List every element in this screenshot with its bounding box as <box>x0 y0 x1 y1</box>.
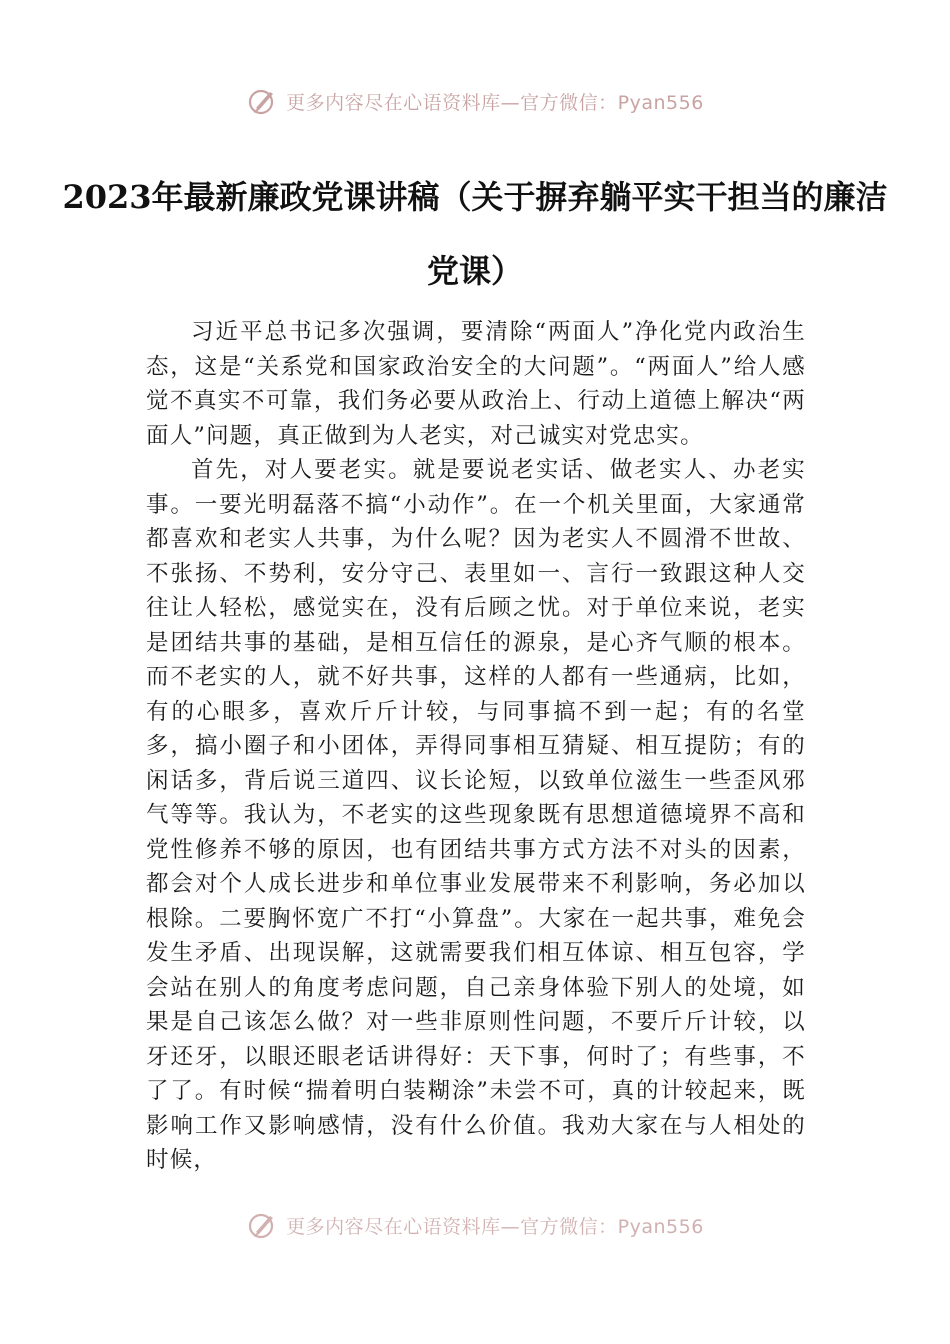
brush-logo-icon <box>246 86 280 116</box>
body-paragraph: 首先，对人要老实。就是要说老实话、做老实人、办老实事。一要光明磊落不搞“小动作”。在一个机关里面，大家通常都喜欢和老实人共事，为什么呢？因为老实人不圆滑不世故、不张扬、不势利，安分守己、表里如一、言行一致跟这种人交往让人轻松，感觉实在，没有后顾之忧。对于单位来说，老实是团结共事的基础，是相互信任的源泉，是心齐气顺的根本。而不老实的人，就不好共事，这样的人都有一些通病，比如，有的心眼多，喜欢斤斤计较，与同事搞不到一起；有的名堂多，搞小圈子和小团体，弄得同事相互猜疑、相互提防；有的闲话多，背后说三道四、议长论短，以致单位滋生一些歪风邪气等等。我认为，不老实的这些现象既有思想道德境界不高和党性修养不够的原因，也有团结共事方式方法不对头的因素，都会对个人成长进步和单位事业发展带来不利影响，务必加以根除。二要胸怀宽广不打“小算盘”。大家在一起共事，难免会发生矛盾、出现误解，这就需要我们相互体谅、相互包容，学会站在别人的角度考虑问题，自己亲身体验下别人的处境，如果是自己该怎么做？对一些非原则性问题，不要斤斤计较，以牙还牙，以眼还眼老话讲得好：天下事，何时了；有些事，不了了。有时候“揣着明白装糊涂”未尝不可，真的计较起来，既影响工作又影响感情，没有什么价值。我劝大家在与人相处的时候， <box>146 457 806 1173</box>
document-body <box>146 315 806 1178</box>
header-watermark <box>0 86 950 116</box>
footer-watermark <box>0 1210 950 1240</box>
header-watermark-text: 更多内容尽在心语资料库—官方微信：Pyan556 <box>286 91 704 114</box>
body-paragraph: 习近平总书记多次强调，要清除“两面人”净化党内政治生态，这是“关系党和国家政治安全的大问题”。“两面人”给人感觉不真实不可靠，我们务必要从政治上、行动上道德上解决“两面人”问题，真正做到为人老实，对己诚实对党忠实。 <box>146 319 806 449</box>
document-title: 2023年最新廉政党课讲稿（关于摒弃躺平实干担当的廉洁党课） <box>62 178 888 290</box>
brush-logo-icon <box>246 1210 280 1240</box>
footer-watermark-text: 更多内容尽在心语资料库—官方微信：Pyan556 <box>286 1215 704 1238</box>
